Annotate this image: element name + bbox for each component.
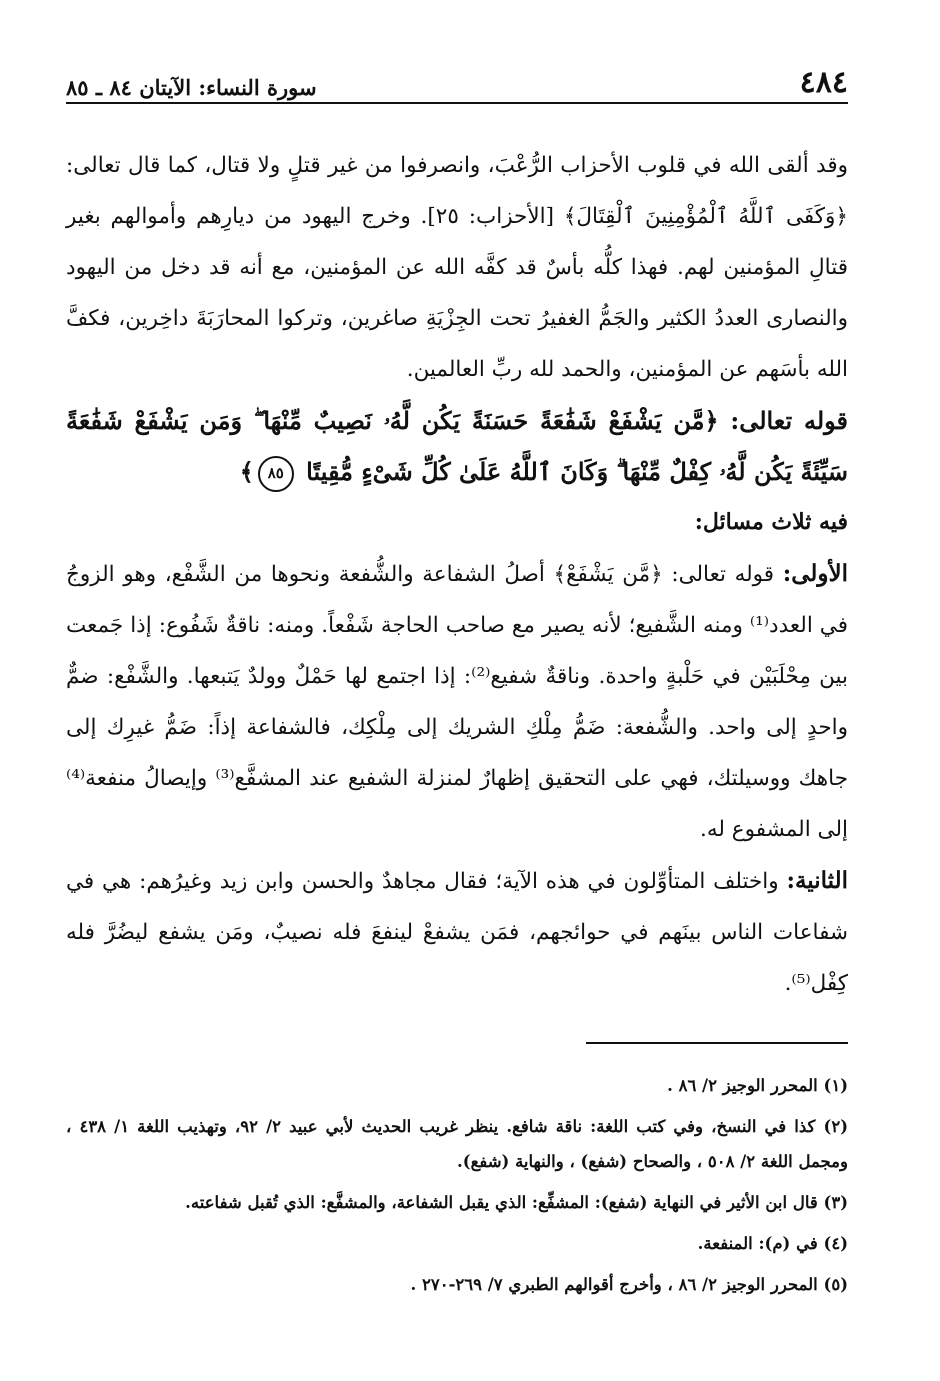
footnote-divider <box>586 1042 848 1044</box>
footnote: (٣) قال ابن الأثير في النهاية (شفع): المشفِّع: الذي يقبل الشفاعة، والمشفَّع: الذي تُقبل شفاعته. <box>185 1193 848 1212</box>
footnote: (٤) في (م): المنفعة. <box>697 1234 848 1253</box>
issues-heading: فيه ثلاث مسائل: <box>694 509 848 535</box>
main-text <box>66 140 848 1009</box>
issue-second-text: واختلف المتأوِّلون في هذه الآية؛ فقال مجاهدٌ والحسن وابن زيد وغيرُهم: هي في شفاعات الناس بينَهم في حوائجهم، فمَن يشفعْ لينفعَ فله نصيبٌ، ومَن يشفع ليضُرَّ فله كِفْل⁽⁵⁾. <box>66 869 848 996</box>
verse-text: ﴿مَّن يَشْفَعْ شَفَٰعَةً حَسَنَةً يَكُن لَّهُۥ نَصِيبٌ مِّنْهَا ۖ وَمَن يَشْفَعْ شَفَٰعَةً سَيِّئَةً يَكُن لَّهُۥ كِفْلٌ مِّنْهَا ۗ وَكَانَ ٱللَّهُ عَلَىٰ كُلِّ شَىْءٍ مُّقِيتًا <box>66 406 848 486</box>
verse-close-bracket: ﴾ <box>239 457 254 486</box>
footnote: (٢) كذا في النسخ، وفي كتب اللغة: ناقة شافع. ينظر غريب الحديث لأبي عبيد ٢/ ٩٢، وتهذيب اللغة ١/ ٤٣٨ ، ومجمل اللغة ٢/ ٥٠٨ ، والصحاح (شفع) ، والنهاية (شفع). <box>66 1117 848 1171</box>
issue-second-label: الثانية: <box>786 867 848 894</box>
verse-block <box>66 395 848 497</box>
paragraph-intro: وقد ألقى الله في قلوب الأحزاب الرُّعْبَ، وانصرفوا من غير قتلٍ ولا قتال، كما قال تعالى: ﴿وَكَفَى ٱللَّهُ ٱلْمُؤْمِنِينَ ٱلْقِتَالَ﴾ [الأحزاب: ٢٥]. وخرج اليهود من ديارِهم وأموالهم بغير قتالِ المؤمنين لهم. فهذا كلُّه بأسٌ قد كفَّه الله عن المؤمنين، مع أنه قد دخل من اليهود والنصارى العددُ الكثير والجَمُّ الغفيرُ تحت الجِزْيَةِ صاغرين، وتركوا المحارَبَةَ داخِرين، فكفَّ الله بأسَهم عن المؤمنين، والحمد لله ربِّ العالمين. <box>66 153 848 382</box>
footnote: (١) المحرر الوجيز ٢/ ٨٦ . <box>667 1076 848 1095</box>
footnote: (٥) المحرر الوجيز ٢/ ٨٦ ، وأخرج أقوالهم الطبري ٧/ ٢٦٩-٢٧٠ . <box>410 1275 848 1294</box>
issue-first-text: قوله تعالى: ﴿مَّن يَشْفَعْ﴾ أصلُ الشفاعة والشُّفعة ونحوها من الشَّفْع، وهو الزوجُ في العدد⁽¹⁾ ومنه الشَّفيع؛ لأنه يصير مع صاحب الحاجة شَفْعاً. ومنه: ناقةٌ شَفُوع: إذا جَمعت بين مِحْلَبَيْن في حَلْبةٍ واحدة. وناقةٌ شفيع⁽²⁾: إذا اجتمع لها حَمْلٌ وولدٌ يَتبعها. والشَّفْع: ضمٌّ واحدٍ إلى واحد. والشُّفعة: ضَمُّ مِلْكِ الشريك إلى مِلْكِك، فالشفاعة إذاً: ضَمُّ غيرِك إلى جاهك ووسيلتك، فهي على التحقيق إظهارٌ لمنزلة الشفيع عند المشفَّع⁽³⁾ وإيصالُ منفعة⁽⁴⁾ إلى المشفوع له. <box>66 562 848 842</box>
issue-first-label: الأولى: <box>782 560 848 587</box>
issue-first <box>66 548 848 855</box>
verse-intro: قوله تعالى: <box>730 406 848 435</box>
page-number: ٤٨٤ <box>799 65 848 100</box>
issue-second <box>66 855 848 1009</box>
running-title: سورة النساء: الآيتان ٨٤ ـ ٨٥ <box>66 75 317 100</box>
footnotes <box>66 1068 848 1308</box>
page-header <box>66 62 848 104</box>
ayah-number-icon: ٨٥ <box>258 456 294 492</box>
